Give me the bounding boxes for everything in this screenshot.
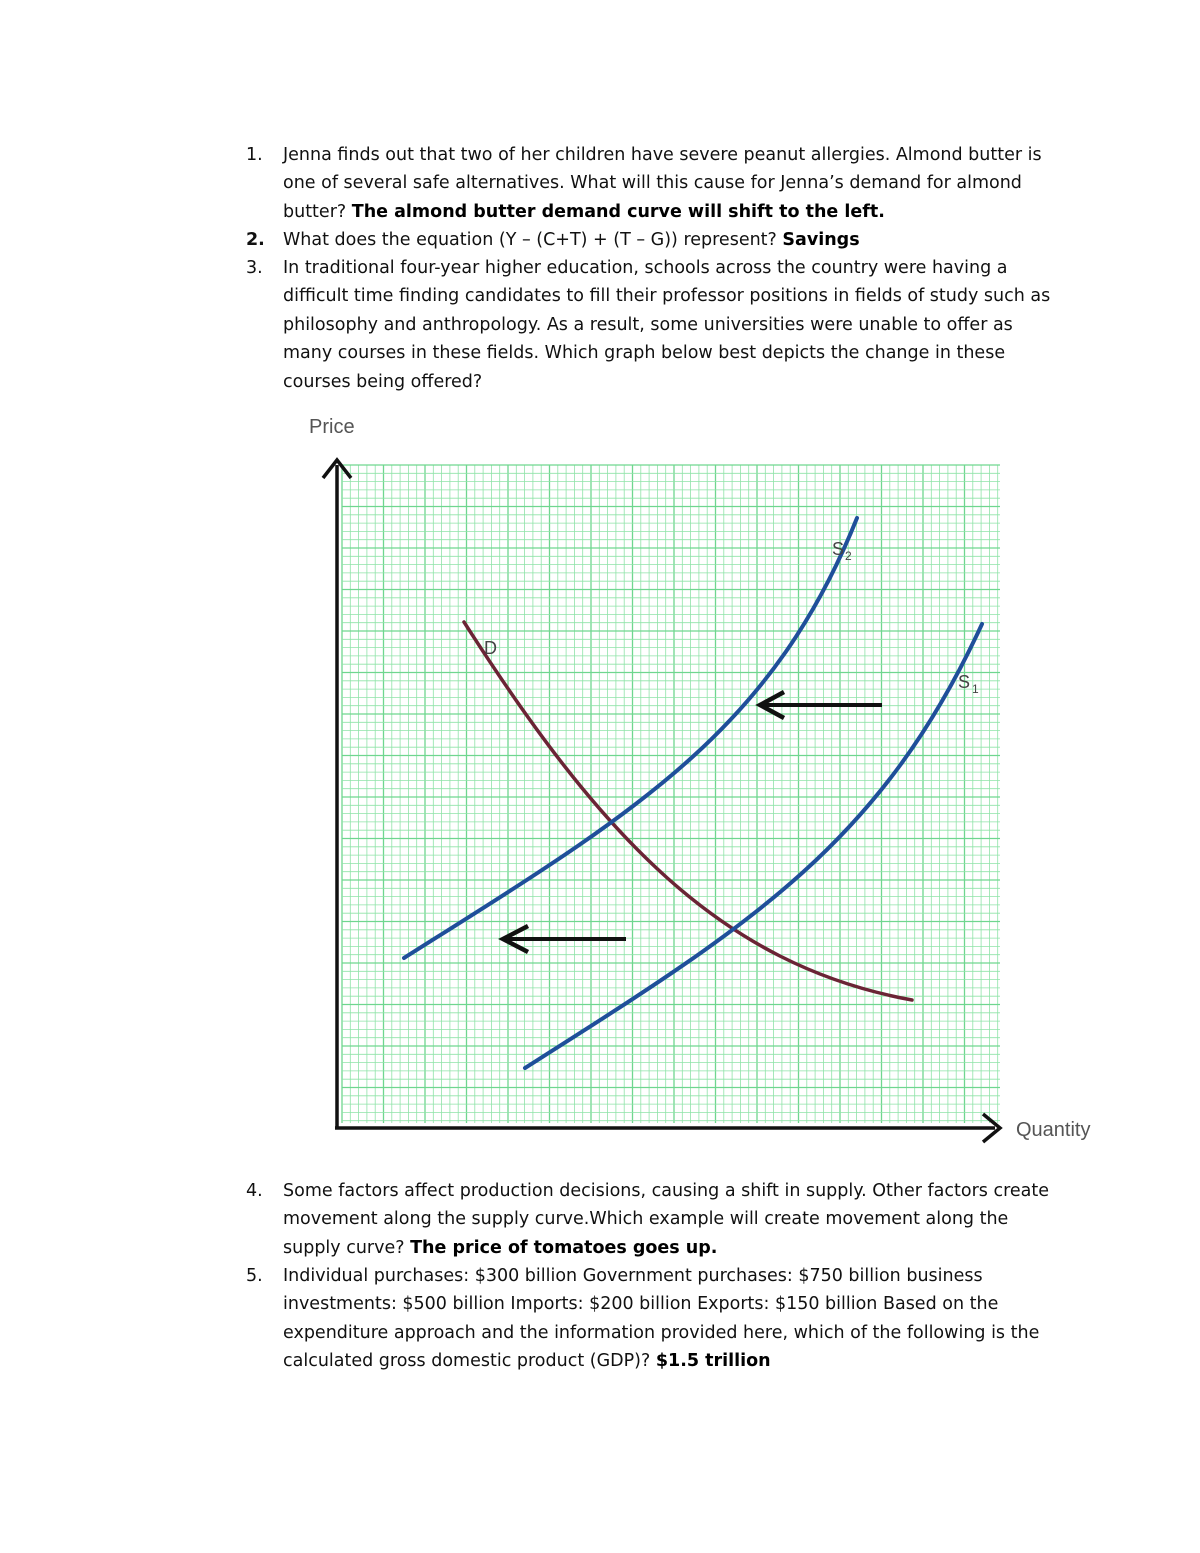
question-4 (246, 1177, 1066, 1262)
supply2-label: S (832, 539, 845, 559)
supply-curve-s1 (525, 624, 982, 1068)
supply-curve-s2 (404, 518, 857, 958)
question-text: What does the equation (Y – (C+T) + (T – G)) represent? (283, 230, 777, 250)
question-number: 2. (246, 230, 265, 250)
grid (342, 465, 1000, 1123)
supply1-label: S (958, 672, 971, 692)
question-text: Jenna finds out that two of her children have severe peanut allergies. Almond butter is one of several safe alternatives. What will this cause for Jenna’s demand for almond butter? (283, 145, 1042, 222)
supply2-subscript: 2 (845, 549, 852, 563)
question-5 (246, 1262, 1066, 1376)
question-number: 4. (246, 1181, 263, 1201)
question-text: Some factors affect production decisions, causing a shift in supply. Other factors create movement along the supply curve.Which example will create movement along the supply curve? (283, 1181, 1050, 1258)
question-2 (246, 226, 1066, 254)
question-answer: The almond butter demand curve will shift to the left. (351, 201, 885, 222)
supply1-subscript: 1 (972, 682, 979, 696)
demand-label: D (484, 638, 497, 658)
y-axis-label: Price (309, 416, 355, 438)
question-answer: Savings (782, 230, 860, 250)
question-answer: $1.5 trillion (655, 1351, 771, 1372)
question-1 (246, 141, 1066, 226)
question-3 (246, 254, 1066, 396)
question-text: Individual purchases: $300 billion Government purchases: $750 billion business investments: $500 billion Imports: $200 billion Exports: $150 billion Based on the expenditure approach and the information provided here, which of the following is the calculated gross domestic product (GDP)? (283, 1266, 1040, 1372)
question-text: In traditional four-year higher education, schools across the country were having a difficult time finding candidates to fill their professor positions in fields of study such as philosophy and anthropology. As a result, some universities were unable to offer as many courses in these fields. Which graph below best depicts the change in these courses being offered? (283, 258, 1051, 392)
x-axis-label: Quantity (1016, 1119, 1091, 1141)
question-answer: The price of tomatoes goes up. (410, 1237, 718, 1258)
demand-curve (464, 622, 912, 1000)
question-number: 3. (246, 258, 263, 278)
question-number: 5. (246, 1266, 263, 1286)
supply-demand-graph (300, 405, 1120, 1150)
question-number: 1. (246, 145, 263, 165)
graph-svg (300, 405, 1120, 1150)
